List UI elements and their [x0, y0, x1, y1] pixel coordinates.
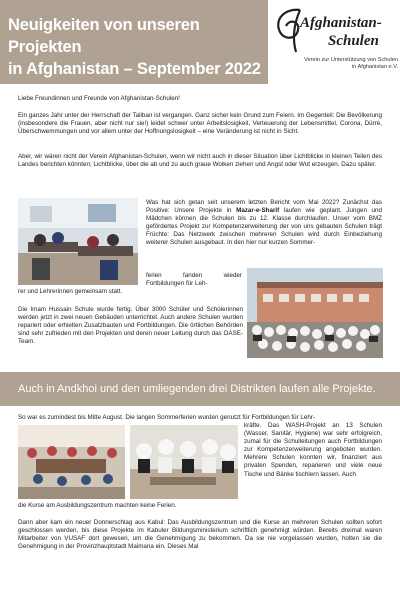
paragraph-kabul: Dann aber kam ein neuer Donnerschlag aus Kabul: Das Ausbildungszentrum und die Kurse an mehreren Schulen sollten sofort geschlossen werden, bis diese Projekte im Kabuler Bildungsministerium schriftlich genehmigt würden. Bereits dreimal waren Mitarbeiter von VUSAF dort gewesen, um die Genehmigung zu bekommen. Da sie nie vorgelassen wurden, holten sie die Genehmigung in der Provinzhauptstadt Maimana ein. Dieses Mal	[18, 519, 382, 551]
logo-name-line-1: Afghanistan-	[300, 15, 382, 31]
page-title	[8, 14, 264, 80]
page-header	[0, 0, 400, 84]
classroom-photo	[18, 198, 138, 285]
paragraph-mazar-end: rer und Lehrerinnen gemeinsam statt.	[18, 288, 123, 295]
title-line-1: Neuigkeiten von unseren Projekten	[8, 16, 200, 56]
logo-name-line-2: Schulen	[328, 33, 379, 49]
paragraph-mazar-pre: Was hat sich getan seit unserem letzten Bericht vom Mai 2022? Zunächst das Positive: Unsere Projekte in	[146, 199, 382, 215]
paragraph-mazar	[146, 199, 382, 248]
paragraph-mazar-post: laufen wie geplant. Jungen und Mädchen können die Schulen bis zu 12. Klasse durchlaufen. Unser vom BMZ gefördertes Projekt zur Kompetenzerweiterung der von uns gebauten Schulen trägt Früchte: Das Netzwerk zwischen mehreren Schulen wird durch Einbeziehung weiterer Schulen ausgebaut. In den hier nur kurzen Sommer-	[146, 207, 382, 247]
schoolyard-photo	[247, 268, 383, 358]
paragraph-andkhoi-first: So war es zumindest bis Mitte August. Die langen Sommerferien wurden genutzt für Fortbildungen für Lehr-	[18, 414, 316, 421]
paragraph-intro: Ein ganzes Jahr unter der Herrschaft der Taliban ist vergangen. Ganz sicher kein Grund zum Feiern. Im Gegenteil: Die Bevölkerung (insbesondere die Frauen, aber nicht nur sie!) leidet schwer unter Arbeitslosigkeit, Verteuerung der Lebensmittel, Corona, Dürre, Überschwemmungen und vor allem unter der Hoffnungslosigkeit – eine Veränderung ist nicht in Sicht.	[18, 112, 382, 136]
womens-course-photo	[130, 425, 238, 499]
logo-subtitle-line-1: Verein zur Unterstützung von Schulen	[304, 57, 398, 63]
paragraph-wash-project: kräfte. Das WASH-Projekt an 13 Schulen (Wasser, Sanitär, Hygiene) war sehr erfolgreich, zumal für die Schulleitungen auch Fortbildungen zur Kompetenzerweiterung angeboten wurden. Mehrere Schulen konnten wir, finanziert aus privaten Spenden, reparieren und viele neue Tische und Bänke tischlern lassen. Auch	[244, 422, 382, 478]
paragraph-lights: Aber, wir wären nicht der Verein Afghanistan-Schulen, wenn wir nicht auch in dieser Situation über Lichtblicke in kleinen Teilen des Landes berichten könnten; Lichtblicke, über die ab und zu auch graue Wolken ziehen und Angst oder Wut erzeugen. Dazu später.	[18, 153, 382, 169]
paragraph-imam-hussain: Die Imam Hussain Schule wurde fertig. Über 3000 Schüler und Schülerinnen werden jetzt in zwei neuen Gebäuden unterrichtet. Auch andere Schulen wurden repariert oder erhielten Zusatzbauten und Fortbildungen. Die örtlichen Behörden sind sehr zufrieden mit den Projekten und deren neuer Leitung durch das OASE-Team.	[18, 306, 243, 346]
paragraph-mazar-continued: ferien fanden wieder Fortbildungen für Leh-	[146, 272, 242, 288]
greeting: Liebe Freundinnen und Freunde von Afghanistan-Schulen!	[18, 95, 180, 102]
training-photo	[18, 425, 125, 499]
paragraph-andkhoi-end: die Kurse am Ausbildungszentrum machten keine Ferien.	[18, 502, 177, 509]
section-heading-band	[0, 372, 400, 406]
mazar-e-sharif-highlight: Mazar-e-Sharif	[236, 207, 280, 215]
title-band	[0, 0, 268, 84]
title-line-2: in Afghanistan – September 2022	[8, 60, 261, 78]
logo-subtitle	[284, 57, 398, 71]
organization-logo	[270, 6, 398, 80]
section-heading: Auch in Andkhoi und den umliegenden drei Distrikten laufen alle Projekte.	[18, 383, 376, 395]
logo-subtitle-line-2: in Afghanistan e.V.	[351, 64, 398, 70]
